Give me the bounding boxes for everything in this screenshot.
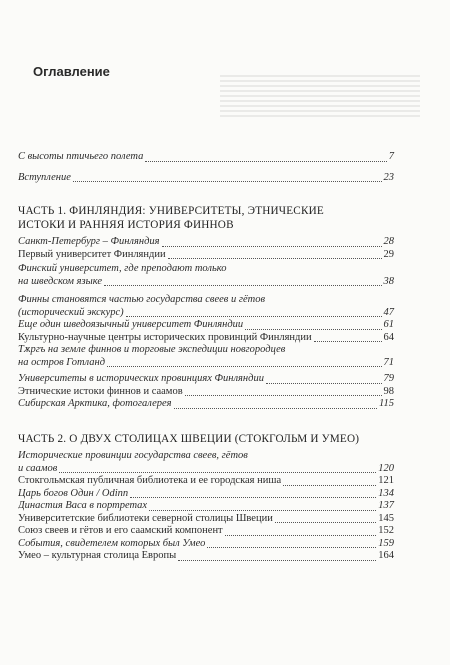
entry-title-line: Исторические провинции государства свеев, гётов: [18, 450, 248, 461]
entry-title: Санкт-Петербург – Финляндия: [18, 236, 160, 247]
page-number: 121: [378, 475, 394, 486]
leader-dots: [104, 285, 381, 286]
entry-title: Культурно-научные центры исторических провинций Финляндии: [18, 331, 312, 343]
leader-dots: [185, 395, 382, 396]
page-number: 134: [378, 487, 394, 499]
toc-entry[interactable]: [18, 450, 394, 475]
leader-dots: [73, 181, 382, 182]
toc-entry[interactable]: [18, 172, 394, 185]
entry-title: Вступление: [18, 171, 71, 183]
page-title: Оглавление: [33, 64, 110, 79]
bleed-through-text: [220, 72, 420, 132]
part-heading: ЧАСТЬ 1. ФИНЛЯНДИЯ: УНИВЕРСИТЕТЫ, ЭТНИЧЕСКИЕ: [18, 205, 324, 217]
page-number: 7: [388, 151, 394, 162]
toc-entry[interactable]: [18, 538, 394, 551]
page-number: 115: [379, 398, 394, 409]
page-number: 38: [383, 275, 394, 287]
entry-title: С высоты птичьего полета: [18, 151, 144, 162]
leader-dots: [149, 510, 376, 511]
entry-title-line: Финский университет, где преподают только: [18, 263, 227, 274]
part-heading: ИСТОКИ И РАННЯЯ ИСТОРИЯ ФИННОВ: [18, 218, 234, 231]
leader-dots: [107, 366, 382, 367]
page-number: 61: [383, 319, 394, 330]
toc-entry[interactable]: [18, 263, 394, 288]
toc-entry[interactable]: [18, 500, 394, 513]
part-heading: ЧАСТЬ 2. О ДВУХ СТОЛИЦАХ ШВЕЦИИ (СТОКГОЛЬМ И УМЕО): [18, 432, 360, 445]
page-number: 71: [383, 356, 394, 368]
leader-dots: [314, 341, 382, 342]
leader-dots: [207, 547, 376, 548]
entry-title: Университеты в исторических провинциях Финляндии: [18, 373, 264, 384]
toc-entry[interactable]: [18, 525, 394, 538]
leader-dots: [266, 383, 382, 384]
entry-title: на шведском языке: [18, 275, 103, 287]
entry-title: (исторический экскурс): [18, 306, 124, 318]
entry-title: События, свидетелем которых был Умео: [18, 537, 206, 549]
toc-entry[interactable]: [18, 488, 394, 501]
leader-dots: [59, 472, 376, 473]
leader-dots: [130, 497, 376, 498]
leader-dots: [145, 161, 386, 162]
page-number: 79: [383, 373, 394, 384]
entry-title: Первый университет Финляндии: [18, 248, 166, 260]
page-number: 159: [378, 537, 394, 549]
toc-entry[interactable]: [18, 249, 394, 262]
entry-title: Умео – культурная столица Европы: [18, 550, 177, 561]
toc-entry[interactable]: [18, 398, 394, 411]
entry-title-line: Тѫргъ на земле финнов и торговые экспедиции новгородцев: [18, 344, 286, 355]
entry-title: Династия Васа в портретах: [18, 500, 148, 511]
leader-dots: [283, 485, 376, 486]
toc-entry[interactable]: [18, 475, 394, 488]
entry-title: и саамов: [18, 462, 58, 474]
entry-title: Университетские библиотеки северной столицы Швеции: [18, 512, 273, 524]
toc-entry[interactable]: [18, 319, 394, 332]
leader-dots: [275, 522, 376, 523]
page-number: 120: [378, 462, 394, 474]
page-number: 47: [383, 306, 394, 318]
toc-entry[interactable]: [18, 550, 394, 563]
leader-dots: [126, 316, 382, 317]
toc-entry[interactable]: [18, 373, 394, 386]
entry-title: Царь богов Один / Ódinn: [18, 487, 129, 499]
leader-dots: [168, 258, 382, 259]
page-number: 29: [383, 248, 394, 260]
page-number: 64: [383, 331, 394, 343]
page-number: 28: [383, 236, 394, 247]
toc-entry[interactable]: [18, 294, 394, 319]
entry-title-line: Финны становятся частью государства свеев и гётов: [18, 294, 266, 305]
leader-dots: [174, 408, 377, 409]
page-number: 137: [378, 500, 394, 511]
page-number: 152: [378, 525, 394, 536]
page-number: 23: [383, 171, 394, 183]
page-number: 164: [378, 550, 394, 561]
page-number: 145: [378, 512, 394, 524]
toc: [18, 151, 394, 563]
toc-entry[interactable]: [18, 236, 394, 249]
page-number: 98: [383, 385, 394, 397]
entry-title: на остров Готланд: [18, 356, 105, 368]
toc-entry[interactable]: [18, 344, 394, 369]
toc-entry[interactable]: [18, 513, 394, 526]
entry-title: Стокгольмская публичная библиотека и ее городская ниша: [18, 475, 282, 486]
toc-entry[interactable]: [18, 151, 394, 164]
leader-dots: [178, 560, 376, 561]
entry-title: Этнические истоки финнов и саамов: [18, 385, 183, 397]
leader-dots: [162, 246, 382, 247]
leader-dots: [245, 329, 381, 330]
leader-dots: [225, 535, 377, 536]
entry-title: Сибирская Арктика, фотогалерея: [18, 398, 172, 409]
entry-title: Союз свеев и гётов и его саамский компонент: [18, 525, 223, 536]
toc-entry[interactable]: [18, 332, 394, 345]
toc-entry[interactable]: [18, 386, 394, 399]
entry-title: Еще один шведоязычный университет Финляндии: [18, 319, 244, 330]
